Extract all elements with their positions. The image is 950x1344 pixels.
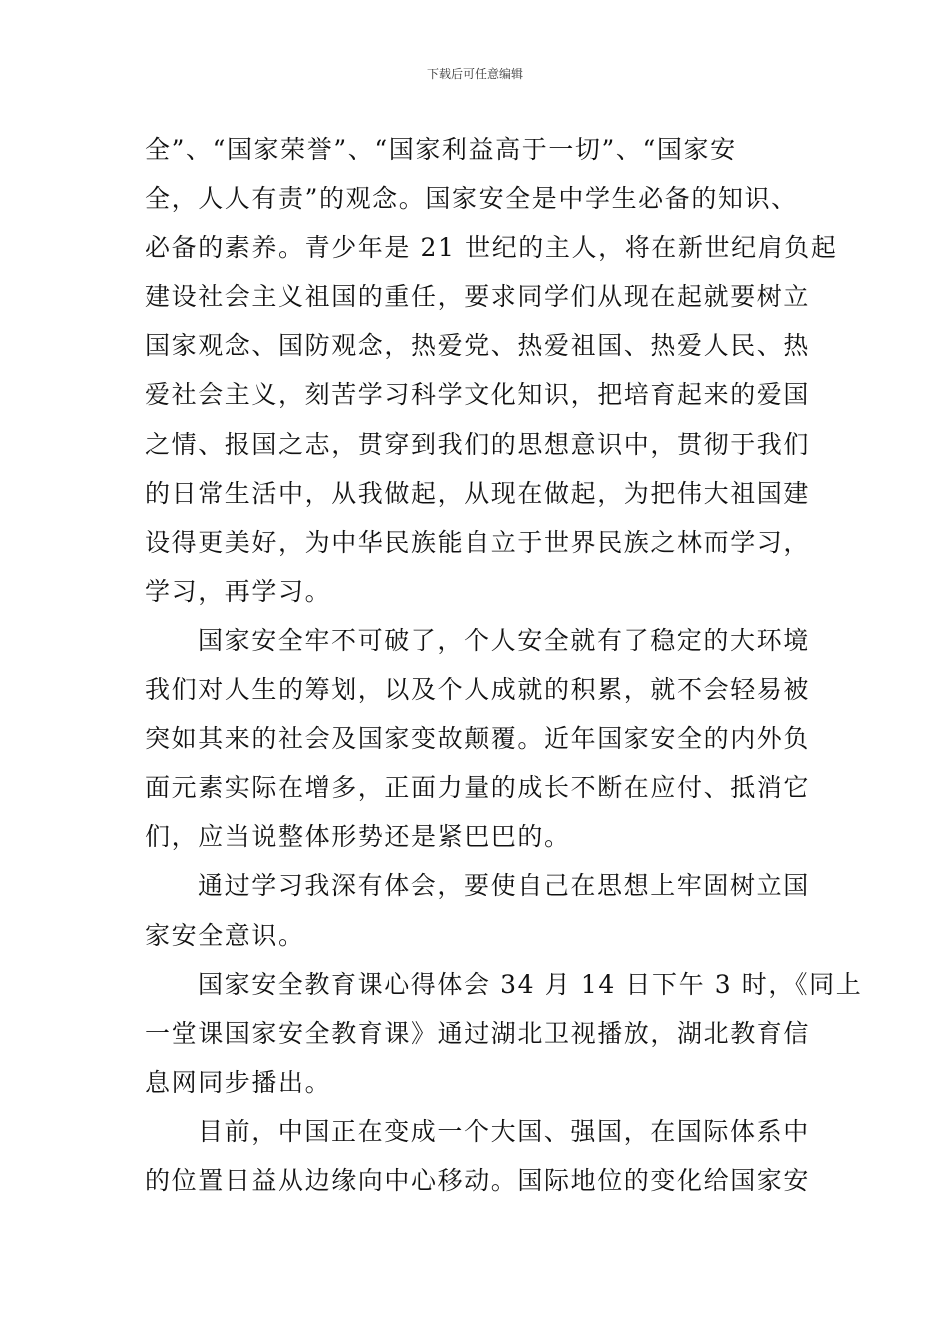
text-line: 必备的素养。青少年是 21 世纪的主人，将在新世纪肩负起 bbox=[145, 233, 838, 263]
text-line: 息网同步播出。 bbox=[145, 1067, 332, 1097]
text-line: 我们对人生的筹划，以及个人成就的积累，就不会轻易被 bbox=[145, 675, 811, 705]
paragraph-first-line: 目前，中国正在变成一个大国、强国，在国际体系中 bbox=[198, 1116, 810, 1146]
text-line: 爱社会主义，刻苦学习科学文化知识，把培育起来的爱国 bbox=[145, 380, 811, 410]
text-line: 国家观念、国防观念，热爱党、热爱祖国、热爱人民、热 bbox=[145, 331, 811, 361]
text-line: 家安全意识。 bbox=[145, 920, 305, 950]
text-line: 突如其来的社会及国家变故颠覆。近年国家安全的内外负 bbox=[145, 724, 811, 754]
document-body bbox=[145, 125, 863, 1205]
text-line: 们，应当说整体形势还是紧巴巴的。 bbox=[145, 822, 571, 852]
text-line: 建设社会主义祖国的重任，要求同学们从现在起就要树立 bbox=[145, 282, 811, 312]
text-line: 面元素实际在增多，正面力量的成长不断在应付、抵消它 bbox=[145, 773, 811, 803]
text-line: 设得更美好，为中华民族能自立于世界民族之林而学习， bbox=[145, 527, 811, 557]
text-line: 学习，再学习。 bbox=[145, 576, 332, 606]
text-line: 的日常生活中，从我做起，从现在做起，为把伟大祖国建 bbox=[145, 478, 811, 508]
text-line: 之情、报国之志，贯穿到我们的思想意识中，贯彻于我们 bbox=[145, 429, 811, 459]
text-line: 全”、“国家荣誉”、“国家利益高于一切”、“国家安 bbox=[145, 135, 737, 164]
text-line: 全，人人有责”的观念。国家安全是中学生必备的知识、 bbox=[145, 184, 798, 214]
paragraph-first-line: 国家安全教育课心得体会 34 月 14 日下午 3 时，《同上 bbox=[198, 969, 863, 999]
text-line: 的位置日益从边缘向中心移动。国际地位的变化给国家安 bbox=[145, 1165, 811, 1195]
page-header: 下载后可任意编辑 bbox=[426, 67, 523, 81]
paragraph-first-line: 国家安全牢不可破了，个人安全就有了稳定的大环境 bbox=[198, 625, 810, 655]
text-line: 一堂课国家安全教育课》通过湖北卫视播放，湖北教育信 bbox=[145, 1018, 811, 1048]
paragraph-first-line: 通过学习我深有体会，要使自己在思想上牢固树立国 bbox=[198, 871, 810, 901]
